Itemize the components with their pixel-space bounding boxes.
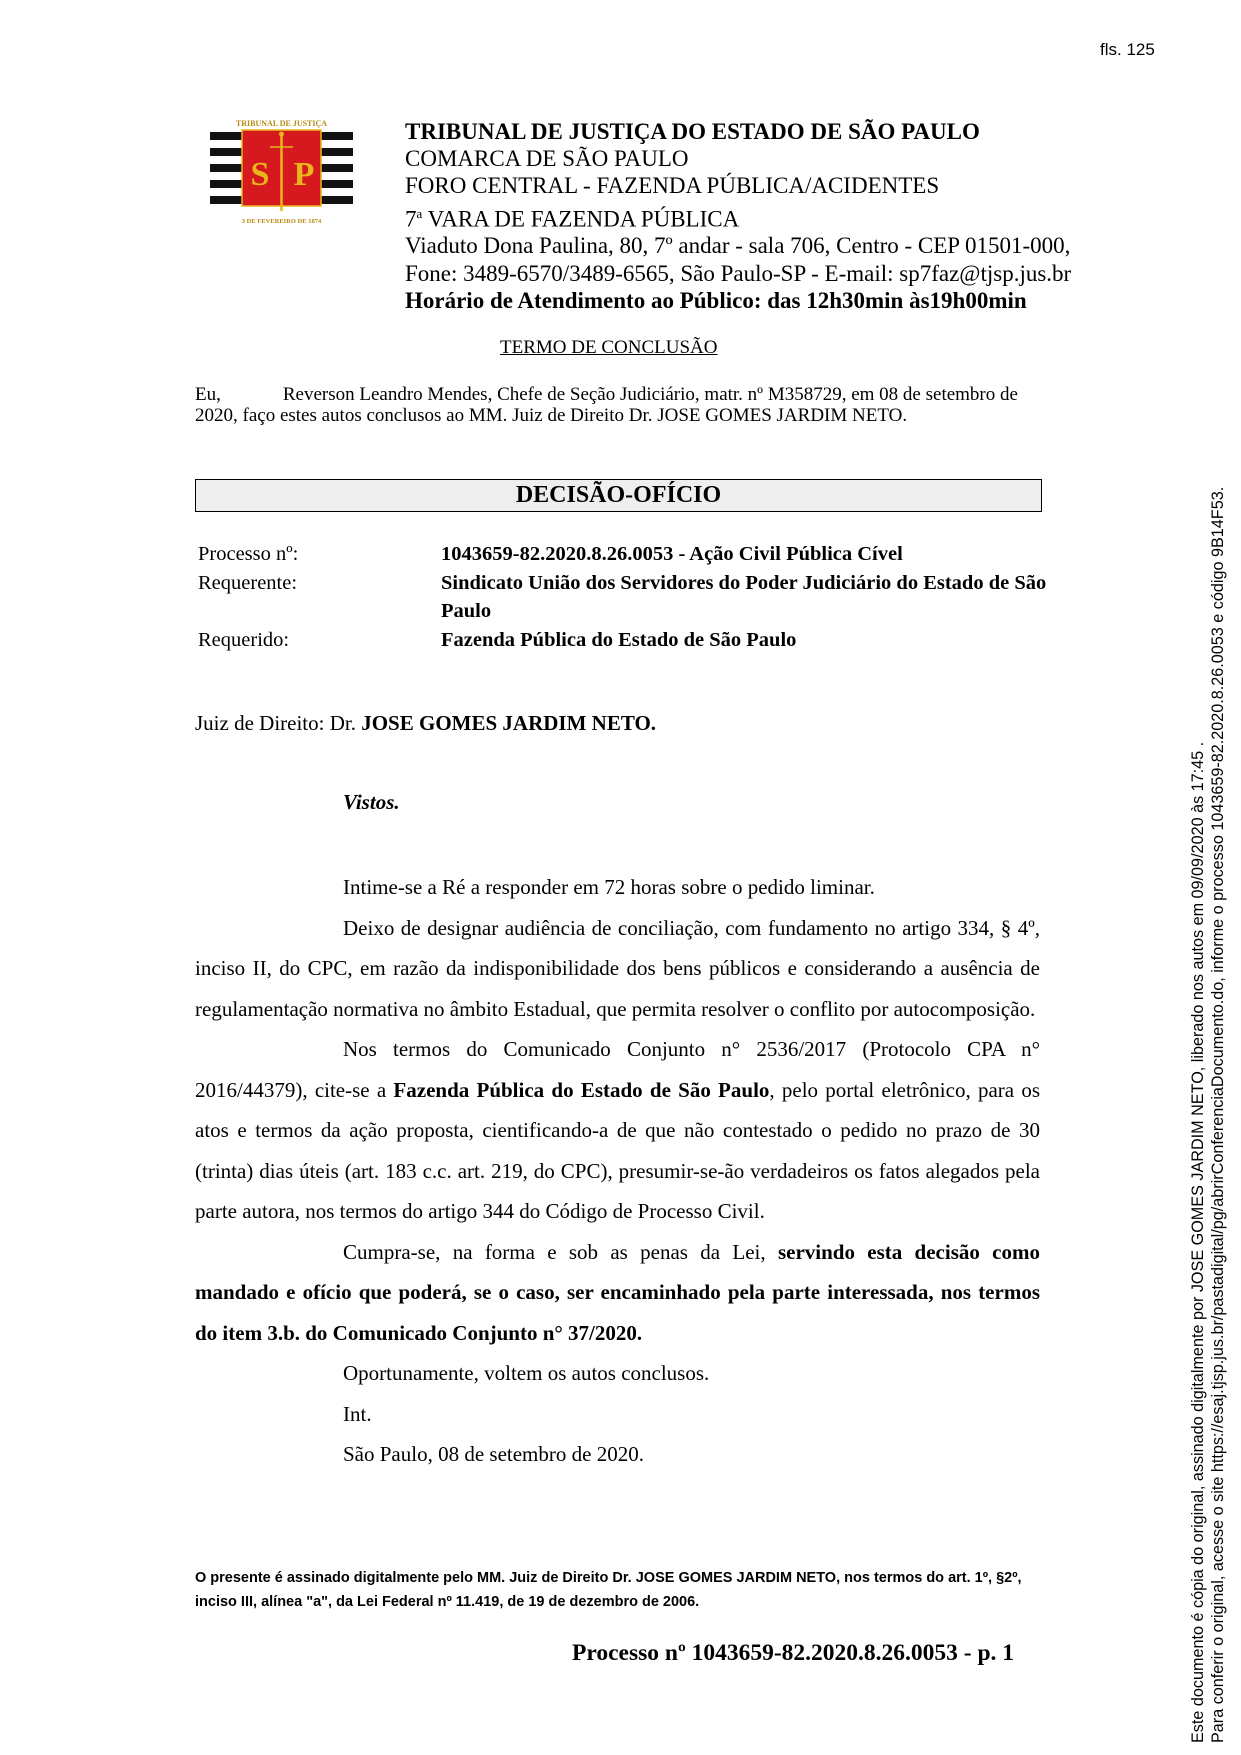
paragraph: Intime-se a Ré a responder em 72 horas sobre o pedido liminar. — [343, 875, 875, 899]
paragraph: Cumpra-se, na forma e sob as penas da Lei, servindo esta decisão como mandado e ofício que poderá, se o caso, ser encaminhado pela parte interessada, nos termos do item 3.b. do Comunicado Conjunto n° 37/2020. — [195, 1239, 1040, 1345]
date-line: São Paulo, 08 de setembro de 2020. — [343, 1442, 644, 1466]
decision-body — [195, 867, 1040, 1475]
document-title: DECISÃO-OFÍCIO — [195, 479, 1042, 512]
header-address: Viaduto Dona Paulina, 80, 7º andar - sala 706, Centro - CEP 01501-000, — [405, 233, 1071, 259]
vistos: Vistos. — [343, 790, 400, 814]
stamp-line: Para conferir o original, acesse o site https://esaj.tjsp.jus.br/pastadigital/pg/abrirConferenciaDocumento.do, informe o processo 1043659-82.2020.8.26.0053 e código 9B14F53. — [1209, 486, 1227, 1743]
tribunal-logo — [210, 115, 353, 227]
signature-note: O presente é assinado digitalmente pelo MM. Juiz de Direito Dr. JOSE GOMES JARDIM NETO, nos termos do art. 1º, §2º, inciso III, alínea "a", da Lei Federal nº 11.419, de 19 de dezembro de 2006. — [195, 1570, 1022, 1610]
header-foro: FORO CENTRAL - FAZENDA PÚBLICA/ACIDENTES — [405, 173, 940, 199]
paragraph: Int. — [343, 1401, 372, 1426]
judge-line: Juiz de Direito: Dr. JOSE GOMES JARDIM NETO. — [195, 711, 657, 735]
logo-letter-s: S — [250, 156, 270, 193]
party-value: Fazenda Pública do Estado de São Paulo — [441, 628, 797, 651]
paragraph: Oportunamente, voltem os autos conclusos. — [343, 1361, 710, 1385]
page-label: fls. 125 — [1100, 40, 1155, 59]
logo-letter-p: P — [293, 156, 315, 193]
side-authenticity-stamp — [1188, 487, 1228, 1743]
termo-title: TERMO DE CONCLUSÃO — [500, 337, 718, 358]
header-vara: 7$^a$ VARA DE FAZENDA PÚBLICA — [405, 205, 740, 232]
party-value: Sindicato União dos Servidores do Poder Judiciário do Estado de São Paulo — [441, 571, 1047, 622]
header-comarca: COMARCA DE SÃO PAULO — [405, 146, 689, 172]
party-value: 1043659-82.2020.8.26.0053 - Ação Civil Pública Cível — [441, 543, 903, 565]
logo-bottom-text: 3 DE FEVEREIRO DE 1874 — [241, 218, 322, 225]
page-footer: Processo nº 1043659-82.2020.8.26.0053 - p. 1 — [572, 1640, 1015, 1666]
header-hours: Horário de Atendimento ao Público: das 12h30min às19h00min — [405, 287, 1027, 313]
party-label: Requerido: — [198, 628, 290, 651]
court-header — [405, 118, 1071, 314]
header-court-name: TRIBUNAL DE JUSTIÇA DO ESTADO DE SÃO PAULO — [405, 119, 980, 144]
header-contact: Fone: 3489-6570/3489-6565, São Paulo-SP - E-mail: sp7faz@tjsp.jus.br — [405, 260, 1072, 286]
termo-conclusao-text: Eu, Reverson Leandro Mendes, Chefe de Seção Judiciário, matr. nº M358729, em 08 de setembro de 2020, faço estes autos conclusos ao MM. Juiz de Direito Dr. JOSE GOMES JARDIM NETO. — [195, 384, 1018, 426]
party-label: Requerente: — [198, 571, 298, 594]
stamp-line: Este documento é cópia do original, assinado digitalmente por JOSE GOMES JARDIM NETO, liberado nos autos em 09/09/2020 às 17:45 . — [1189, 741, 1207, 1743]
logo-top-text: TRIBUNAL DE JUSTIÇA — [235, 119, 328, 128]
party-label: Processo nº: — [198, 543, 299, 565]
paragraph: Nos termos do Comunicado Conjunto n° 2536/2017 (Protocolo CPA n° 2016/44379), cite-se a Fazenda Pública do Estado de São Paulo, pelo portal eletrônico, para os atos e termos da ação proposta, cientificando-a de que não contestado o pedido no prazo de 30 (trinta) dias úteis (art. 183 c.c. art. 219, do CPC), presumir-se-ão verdadeiros os fatos alegados pela parte autora, nos termos do artigo 344 do Código de Processo Civil. — [195, 1037, 1040, 1223]
paragraph: Deixo de designar audiência de conciliação, com fundamento no artigo 334, § 4º, inciso II, do CPC, em razão da indisponibilidade dos bens públicos e considerando a ausência de regulamentação normativa no âmbito Estadual, que permita resolver o conflito por autocomposição. — [195, 915, 1040, 1021]
